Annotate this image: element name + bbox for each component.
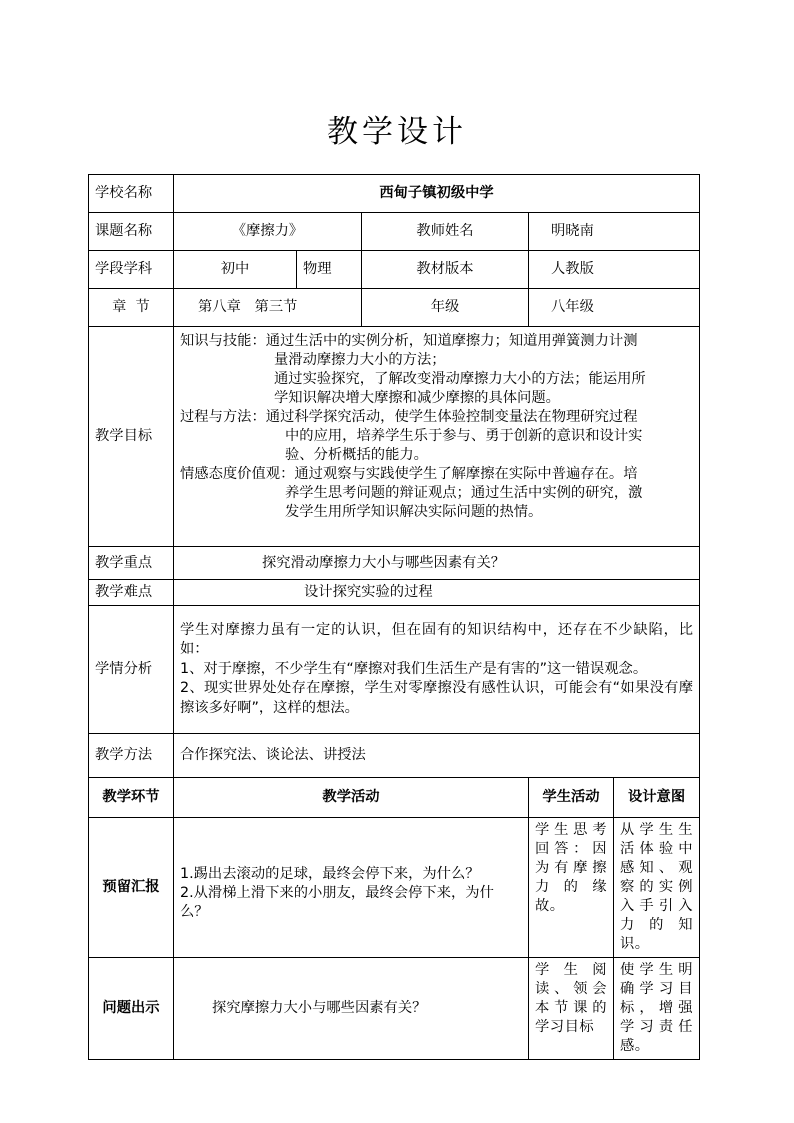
chapter-label: 章 节 bbox=[89, 289, 174, 327]
objectives-line: 量滑动摩擦力大小的方法； bbox=[274, 352, 446, 368]
grade-value: 八年级 bbox=[529, 289, 700, 327]
process-row-preview bbox=[89, 818, 700, 958]
edition-label: 教材版本 bbox=[362, 251, 529, 289]
activity-item: 1.踢出去滚动的足球，最终会停下来，为什么？ bbox=[180, 865, 480, 882]
row-focus bbox=[89, 547, 700, 580]
activity-cell bbox=[174, 818, 529, 958]
intent-cell: 使学生明确学习目标，增强学习责任感。 bbox=[614, 958, 700, 1060]
process-header-row bbox=[89, 778, 700, 818]
school-value: 西甸子镇初级中学 bbox=[174, 175, 700, 213]
student-cell: 学生思考回答：因为有摩擦力的缘故。 bbox=[529, 818, 614, 958]
row-school bbox=[89, 175, 700, 213]
analysis-paragraph: 2、现实世界处处存在摩擦，学生对零摩擦没有感性认识，可能会有“如果没有摩擦该多好啊”，这样的想法。 bbox=[180, 680, 694, 716]
objectives-line: 过程与方法：通过科学探究活动，使学生体验控制变量法在物理研究过程 bbox=[180, 409, 638, 425]
difficulty-label: 教学难点 bbox=[89, 580, 174, 606]
row-method bbox=[89, 734, 700, 778]
teacher-value: 明晓南 bbox=[529, 213, 700, 251]
analysis-label: 学情分析 bbox=[89, 606, 174, 734]
stage-cell: 问题出示 bbox=[89, 958, 174, 1060]
student-cell: 学生阅读、领会本节课的学习目标 bbox=[529, 958, 614, 1060]
grade-label: 年级 bbox=[362, 289, 529, 327]
row-objectives bbox=[89, 327, 700, 547]
objectives-line: 学知识解决增大摩擦和减少摩擦的具体问题。 bbox=[274, 390, 560, 406]
objectives-line: 情感态度价值观：通过观察与实践使学生了解摩擦在实际中普遍存在。培 bbox=[180, 466, 638, 482]
objectives-line: 发学生用所学知识解决实际问题的热情。 bbox=[285, 504, 543, 520]
header-student: 学生活动 bbox=[529, 778, 614, 818]
topic-value: 《摩擦力》 bbox=[174, 213, 362, 251]
header-activity: 教学活动 bbox=[174, 778, 529, 818]
objectives-line: 通过实验探究，了解改变滑动摩擦力大小的方法；能运用所 bbox=[274, 371, 646, 387]
analysis-paragraph: 学生对摩擦力虽有一定的认识，但在固有的知识结构中，还存在不少缺陷，比如： bbox=[180, 621, 694, 658]
objectives-line: 中的应用，培养学生乐于参与、勇于创新的意识和设计实 bbox=[285, 428, 643, 444]
analysis-paragraph: 1、对于摩擦，不少学生有“摩擦对我们生活生产是有害的”这一错误观念。 bbox=[180, 660, 648, 677]
row-difficulty bbox=[89, 580, 700, 606]
subject-value: 物理 bbox=[297, 251, 362, 289]
intent-cell: 从学生生活体验中感知、观察的实例入手引入力的知识。 bbox=[614, 818, 700, 958]
teacher-label: 教师姓名 bbox=[362, 213, 529, 251]
page-title: 教学设计 bbox=[327, 114, 467, 150]
school-label: 学校名称 bbox=[89, 175, 174, 213]
focus-label: 教学重点 bbox=[89, 547, 174, 580]
activity-item: 2.从滑梯上滑下来的小朋友，最终会停下来，为什么？ bbox=[180, 884, 494, 920]
stage-label: 学段学科 bbox=[89, 251, 174, 289]
lesson-plan-table bbox=[88, 174, 700, 1060]
header-intent: 设计意图 bbox=[614, 778, 700, 818]
method-label: 教学方法 bbox=[89, 734, 174, 778]
objectives-line: 知识与技能：通过生活中的实例分析，知道摩擦力；知道用弹簧测力计测 bbox=[180, 333, 638, 349]
objectives-line: 养学生思考问题的辩证观点；通过生活中实例的研究，激 bbox=[285, 485, 643, 501]
focus-value: 探究滑动摩擦力大小与哪些因素有关？ bbox=[174, 547, 700, 580]
edition-value: 人教版 bbox=[529, 251, 700, 289]
row-stage bbox=[89, 251, 700, 289]
objectives-content bbox=[174, 327, 700, 547]
difficulty-value: 设计探究实验的过程 bbox=[174, 580, 700, 606]
chapter-value: 第八章 第三节 bbox=[174, 289, 362, 327]
topic-label: 课题名称 bbox=[89, 213, 174, 251]
stage-value: 初中 bbox=[174, 251, 297, 289]
stage-cell: 预留汇报 bbox=[89, 818, 174, 958]
method-value: 合作探究法、谈论法、讲授法 bbox=[174, 734, 700, 778]
row-chapter bbox=[89, 289, 700, 327]
header-stage: 教学环节 bbox=[89, 778, 174, 818]
row-topic bbox=[89, 213, 700, 251]
objectives-line: 验、分析概括的能力。 bbox=[285, 447, 428, 463]
activity-cell: 探究摩擦力大小与哪些因素有关？ bbox=[174, 958, 529, 1060]
objectives-label: 教学目标 bbox=[89, 327, 174, 547]
row-analysis bbox=[89, 606, 700, 734]
analysis-content bbox=[174, 606, 700, 734]
process-row-question bbox=[89, 958, 700, 1060]
